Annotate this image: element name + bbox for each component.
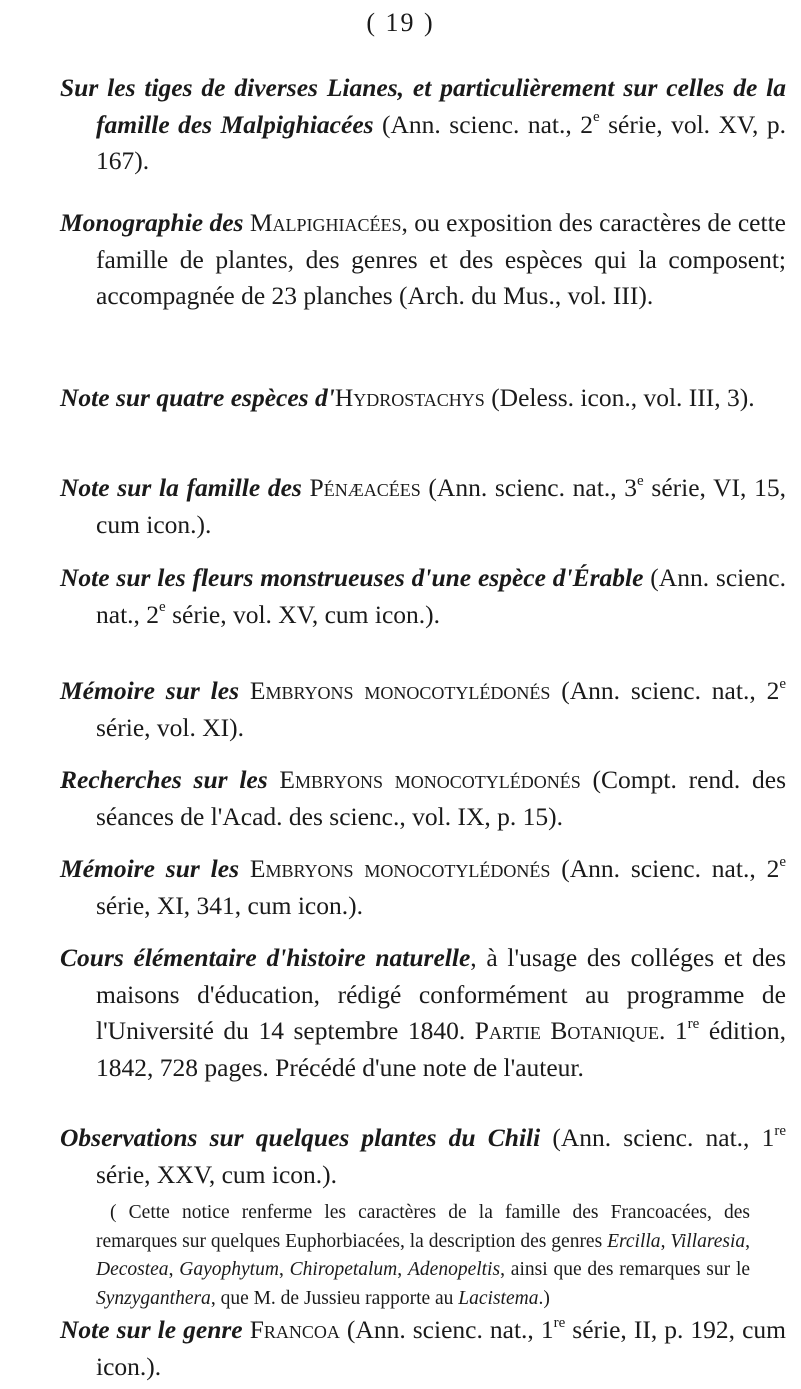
bibliography-entry — [60, 560, 786, 633]
bibliography-entry — [60, 70, 786, 180]
entry-reference: (Ann. scienc. nat., 1 — [339, 1315, 554, 1344]
entry-reference: , ou exposition des caractères de cette famille de plantes, des genres et des espèces qui la composent; accompagnée de 23 planches (Arch. du Mus., vol. III). — [96, 208, 786, 310]
entry-title: Note sur la famille des — [60, 473, 302, 502]
genus-name: Adenopeltis — [408, 1259, 501, 1280]
superscript: e — [779, 853, 786, 870]
entry-reference: (Ann. scienc. nat., 2 — [96, 563, 786, 629]
entry-reference: série, XXV, cum icon.). — [96, 1159, 338, 1189]
entry-subject: Malpighiacées — [249, 208, 402, 237]
genus-name: Decostea — [96, 1259, 169, 1280]
entry-reference: (Ann. scienc. nat., 2 — [550, 854, 780, 883]
entry-title: Note sur le genre — [60, 1315, 243, 1344]
entry-reference: (Ann. scienc. nat., 1 — [540, 1123, 775, 1152]
entry-title: Observations sur quelques plantes du Chili — [60, 1123, 541, 1152]
entry-reference: (Ann. scienc. nat., 2 — [550, 676, 780, 705]
entry-title: Recherches sur les — [60, 765, 268, 794]
entry-reference: édition, 1842, 728 pages. Précédé d'une note de l'auteur. — [96, 1016, 787, 1082]
genus-name: Synzyganthera — [96, 1287, 211, 1309]
entry-note: ( Cette notice renferme les caractères de la famille des Francoacées, des remarques sur quelques Euphorbiacées, la description des genres Ercilla, Villaresia, Decostea, Gayophytum, Chiropetalum, Adenopeltis, ainsi que des remarques sur le Synzyganthera, que M. de Jussieu rapporte au Lacistema.) — [96, 1202, 751, 1309]
superscript: re — [553, 1314, 566, 1331]
bibliography-entry — [60, 851, 786, 924]
entry-subject: Hydrostachys — [334, 383, 485, 412]
entry-reference: (Ann. scienc. nat., 3 — [420, 473, 638, 502]
bibliography-entry — [60, 470, 786, 543]
entry-reference: (Compt. rend. des séances de l'Acad. des scienc., vol. IX, p. 15). — [96, 765, 786, 831]
note-text: , que M. de Jussieu rapporte au — [210, 1287, 459, 1309]
page-number: ( 19 ) — [366, 8, 435, 37]
superscript: e — [159, 599, 166, 615]
entry-reference: série, vol. XV, cum icon.). — [165, 599, 441, 629]
genus-name: Ercilla — [607, 1230, 661, 1252]
superscript: e — [592, 109, 600, 125]
note-text: .) — [538, 1287, 550, 1309]
bibliography-entry — [60, 380, 786, 417]
entry-title: Monographie des — [60, 208, 244, 237]
entry-subject: Embryons monocotylédonés — [279, 765, 581, 794]
entry-reference: (Ann. scienc. nat., 2 — [373, 109, 593, 139]
entry-subject: Pénæacées — [309, 473, 421, 502]
superscript: e — [779, 675, 786, 692]
entry-title: Note sur les fleurs monstrueuses d'une espèce d'Érable — [60, 563, 644, 592]
superscript: re — [687, 1015, 700, 1032]
genus-name: Chiropetalum — [289, 1259, 398, 1280]
bibliography-entry — [60, 673, 786, 746]
entry-subject: Francoa — [249, 1315, 340, 1344]
entry-reference: série, vol. XI). — [96, 712, 244, 742]
entry-reference: , à l'usage des colléges et des maisons d'éducation, rédigé conformément au programme de l'Université du 14 septembre 1840. — [96, 943, 786, 1045]
entry-reference: série, vol. XV, p. 167). — [96, 109, 786, 175]
entry-reference: . 1 — [658, 1016, 688, 1045]
superscript: re — [774, 1122, 786, 1139]
entry-subject: Partie Botanique — [474, 1016, 659, 1045]
entry-reference: série, XI, 341, cum icon.). — [96, 890, 363, 920]
bibliography-entry — [60, 762, 786, 835]
note-text: ( Cette notice renferme les caractères de la famille des Francoacées, des remarques sur quelques Euphorbiacées, la description des genres — [96, 1202, 750, 1252]
entry-subject: Embryons monocotylédonés — [249, 854, 551, 883]
genus-name: Villaresia — [670, 1230, 746, 1252]
bibliography-entry — [60, 205, 786, 315]
superscript: e — [637, 472, 644, 489]
entry-title: Mémoire sur les — [60, 854, 239, 883]
bibliography-entry — [60, 1120, 786, 1193]
entry-title: Note sur quatre espèces d' — [60, 383, 335, 412]
bibliography-entry — [60, 1312, 786, 1385]
genus-name: Gayophytum — [179, 1259, 279, 1280]
entry-reference: série, II, p. 192, cum icon.). — [96, 1315, 786, 1381]
entry-reference: (Deless. icon., vol. III, 3). — [484, 383, 755, 412]
note-text: , ainsi que des remarques sur le — [500, 1259, 751, 1280]
entry-title: Mémoire sur les — [60, 676, 239, 705]
bibliography-entry — [60, 940, 786, 1086]
entry-title: Cours élémentaire d'histoire naturelle — [60, 943, 471, 972]
genus-name: Lacistema — [458, 1287, 539, 1309]
entry-title: Sur les tiges de diverses Lianes, et particulièrement sur celles de la famille des Malpighiacées — [60, 73, 786, 139]
entry-subject: Embryons monocotylédonés — [249, 676, 551, 705]
entry-reference: série, VI, 15, cum icon.). — [96, 473, 786, 539]
